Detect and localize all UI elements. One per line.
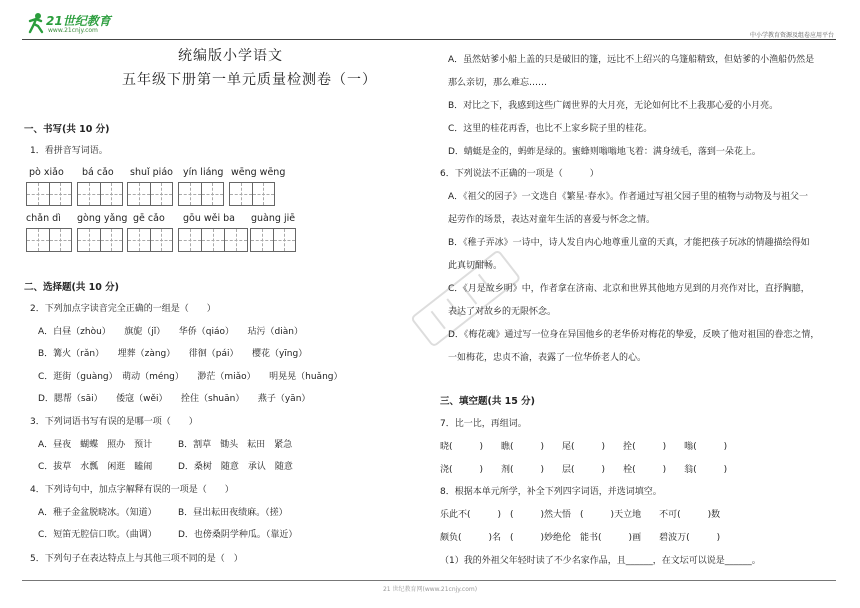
section-heading: 一、书写(共 10 分) xyxy=(24,124,110,135)
option: A．稚子金盆脱晓冰。（知道） xyxy=(38,508,157,518)
option: D．《梅花魂》通过写一位身在异国他乡的老华侨对梅花的挚爱，反映了他对祖国的眷恋之情， xyxy=(448,330,820,340)
writing-grid[interactable] xyxy=(26,228,72,252)
option: D．蜻蜓是金的，蚂蚱是绿的。蜜蜂则嗡嗡地飞着：满身绒毛，落到一朵花上。 xyxy=(448,147,761,157)
pinyin-label: yín liáng xyxy=(183,167,224,178)
logo-name: 21世纪教育 xyxy=(46,14,111,28)
option: C．这里的桂花再香，也比不上家乡院子里的桂花。 xyxy=(448,124,653,134)
pinyin-label: gē cǎo xyxy=(133,213,165,224)
option: C．《月是故乡明》中，作者拿在济南、北京和世界其他地方见到的月亮作对比，直抒胸臆， xyxy=(448,284,810,294)
idiom-row: 颇负( )名 ( )妙绝伦 能书( )画 碧波万( ) xyxy=(440,533,721,543)
section-heading: 二、选择题(共 10 分) xyxy=(24,282,120,293)
pinyin-label: bá cǎo xyxy=(82,167,114,178)
option: A．白昼（zhòu） 旗旎（jǐ） 华侨（qiáo） 玷污（diàn） xyxy=(38,327,303,337)
section-heading: 三、填空题(共 15 分) xyxy=(440,396,536,407)
option-continued: 表达了对故乡的无限怀念。 xyxy=(448,307,557,317)
platform-name: 中小学教育资源及组卷应用平台 xyxy=(749,32,834,39)
option: A．虽然姑爹小船上盖的只是破旧的篷，远比不上绍兴的乌篷船精致，但姑爹的小渔船仍然是 xyxy=(448,55,815,65)
option: B．割草 锄头 耘田 紧急 xyxy=(178,440,293,450)
runner-logo-icon xyxy=(24,12,46,34)
writing-grid[interactable] xyxy=(178,228,248,252)
idiom-row: 乐此不( ) ( )然大悟 ( )天立地 不可( )数 xyxy=(440,510,721,520)
pinyin-label: pò xiǎo xyxy=(29,167,64,178)
logo-url: www.21cnjy.com xyxy=(48,27,98,34)
compare-row: 晓( ) 瞧( ) 尾( ) 拴( ) 嗡( ) xyxy=(440,442,728,452)
writing-grid[interactable] xyxy=(77,182,123,206)
footer-text: 21 世纪教育网(www.21cnjy.com) xyxy=(382,586,478,593)
writing-grid[interactable] xyxy=(250,228,296,252)
option-continued: 起劳作的场景，表达对童年生活的喜爱与怀念之情。 xyxy=(448,215,656,225)
option: D．也傍桑阴学种瓜。（靠近） xyxy=(178,530,298,540)
option: D．腮帮（sāi） 倭寇（wěi） 拴住（shuān） 燕子（yān） xyxy=(38,394,311,404)
option: A．昼夜 蝴蝶 照办 预计 xyxy=(38,440,153,450)
option: A．《祖父的园子》一文选自《繁星·春水》。作者通过写祖父园子里的植物与动物及与祖父一 xyxy=(448,192,809,202)
option: C．逛街（guàng） 萌动（méng） 渺茫（miǎo） 明晃晃（huǎng） xyxy=(38,372,343,382)
writing-grid[interactable] xyxy=(77,228,123,252)
option: C．短笛无腔信口吹。（曲调） xyxy=(38,530,157,540)
pinyin-label: wēng wēng xyxy=(231,167,286,178)
writing-grid[interactable] xyxy=(127,228,173,252)
doc-subtitle: 五年级下册第一单元质量检测卷（一） xyxy=(122,72,377,88)
site-logo xyxy=(24,10,116,36)
option: B．篝火（rǎn） 埋葬（zàng） 徘徊（pái） 樱花（yīng） xyxy=(38,349,308,359)
option: C．拔草 水瓢 闲逛 瞌闹 xyxy=(38,462,153,472)
writing-grid[interactable] xyxy=(178,182,224,206)
question-7: 7．比一比，再组词。 xyxy=(440,419,527,429)
writing-grid[interactable] xyxy=(229,182,275,206)
option-continued: 那么亲切，那么难忘…… xyxy=(448,78,548,88)
compare-row: 浇( ) 剂( ) 层( ) 栓( ) 翁( ) xyxy=(440,465,728,475)
fill-sentence: （1）我的外祖父年轻时读了不少名家作品，且______，在文坛可以说是______。 xyxy=(440,556,761,566)
question-6: 6．下列说法不正确的一项是（ ） xyxy=(440,169,599,179)
pinyin-label: gòng yǎng xyxy=(77,213,128,224)
pinyin-label: guàng jiē xyxy=(251,213,296,224)
pinyin-label: shuǐ piáo xyxy=(130,167,173,178)
option: B．对比之下，我感到这些广阔世界的大月亮，无论如何比不上我那心爱的小月亮。 xyxy=(448,101,779,111)
pinyin-label: gōu wěi ba xyxy=(183,213,236,224)
question-3: 3．下列词语书写有误的是哪一项（ ） xyxy=(30,417,198,427)
question-2: 2．下列加点字读音完全正确的一组是（ ） xyxy=(30,304,216,314)
footer-divider xyxy=(22,580,836,581)
option-continued: 此真切酣畅。 xyxy=(448,261,503,271)
option: B．《稚子弄冰》一诗中，诗人发自内心地尊重儿童的天真，才能把孩子玩冰的情趣描绘得如 xyxy=(448,238,810,248)
writing-grid[interactable] xyxy=(127,182,173,206)
option: B．昼出耘田夜绩麻。（搓） xyxy=(178,508,288,518)
option: D．桑树 随意 承认 随意 xyxy=(178,462,293,472)
question-4: 4．下列诗句中，加点字解释有误的一项是（ ） xyxy=(30,485,234,495)
question-8: 8．根据本单元所学，补全下列四字词语，并选词填空。 xyxy=(440,487,662,497)
watermark-stamp-icon xyxy=(392,235,542,365)
writing-grid[interactable] xyxy=(26,182,72,206)
question-5: 5．下列句子在表达特点上与其他三项不同的是（ ） xyxy=(30,554,243,564)
question-1: 1．看拼音写词语。 xyxy=(30,146,108,156)
header-divider xyxy=(22,39,836,40)
doc-title: 统编版小学语文 xyxy=(178,48,283,64)
option-continued: 一如梅花，忠贞不渝，表露了一位华侨老人的心。 xyxy=(448,353,647,363)
pinyin-label: chǎn dì xyxy=(26,213,61,224)
